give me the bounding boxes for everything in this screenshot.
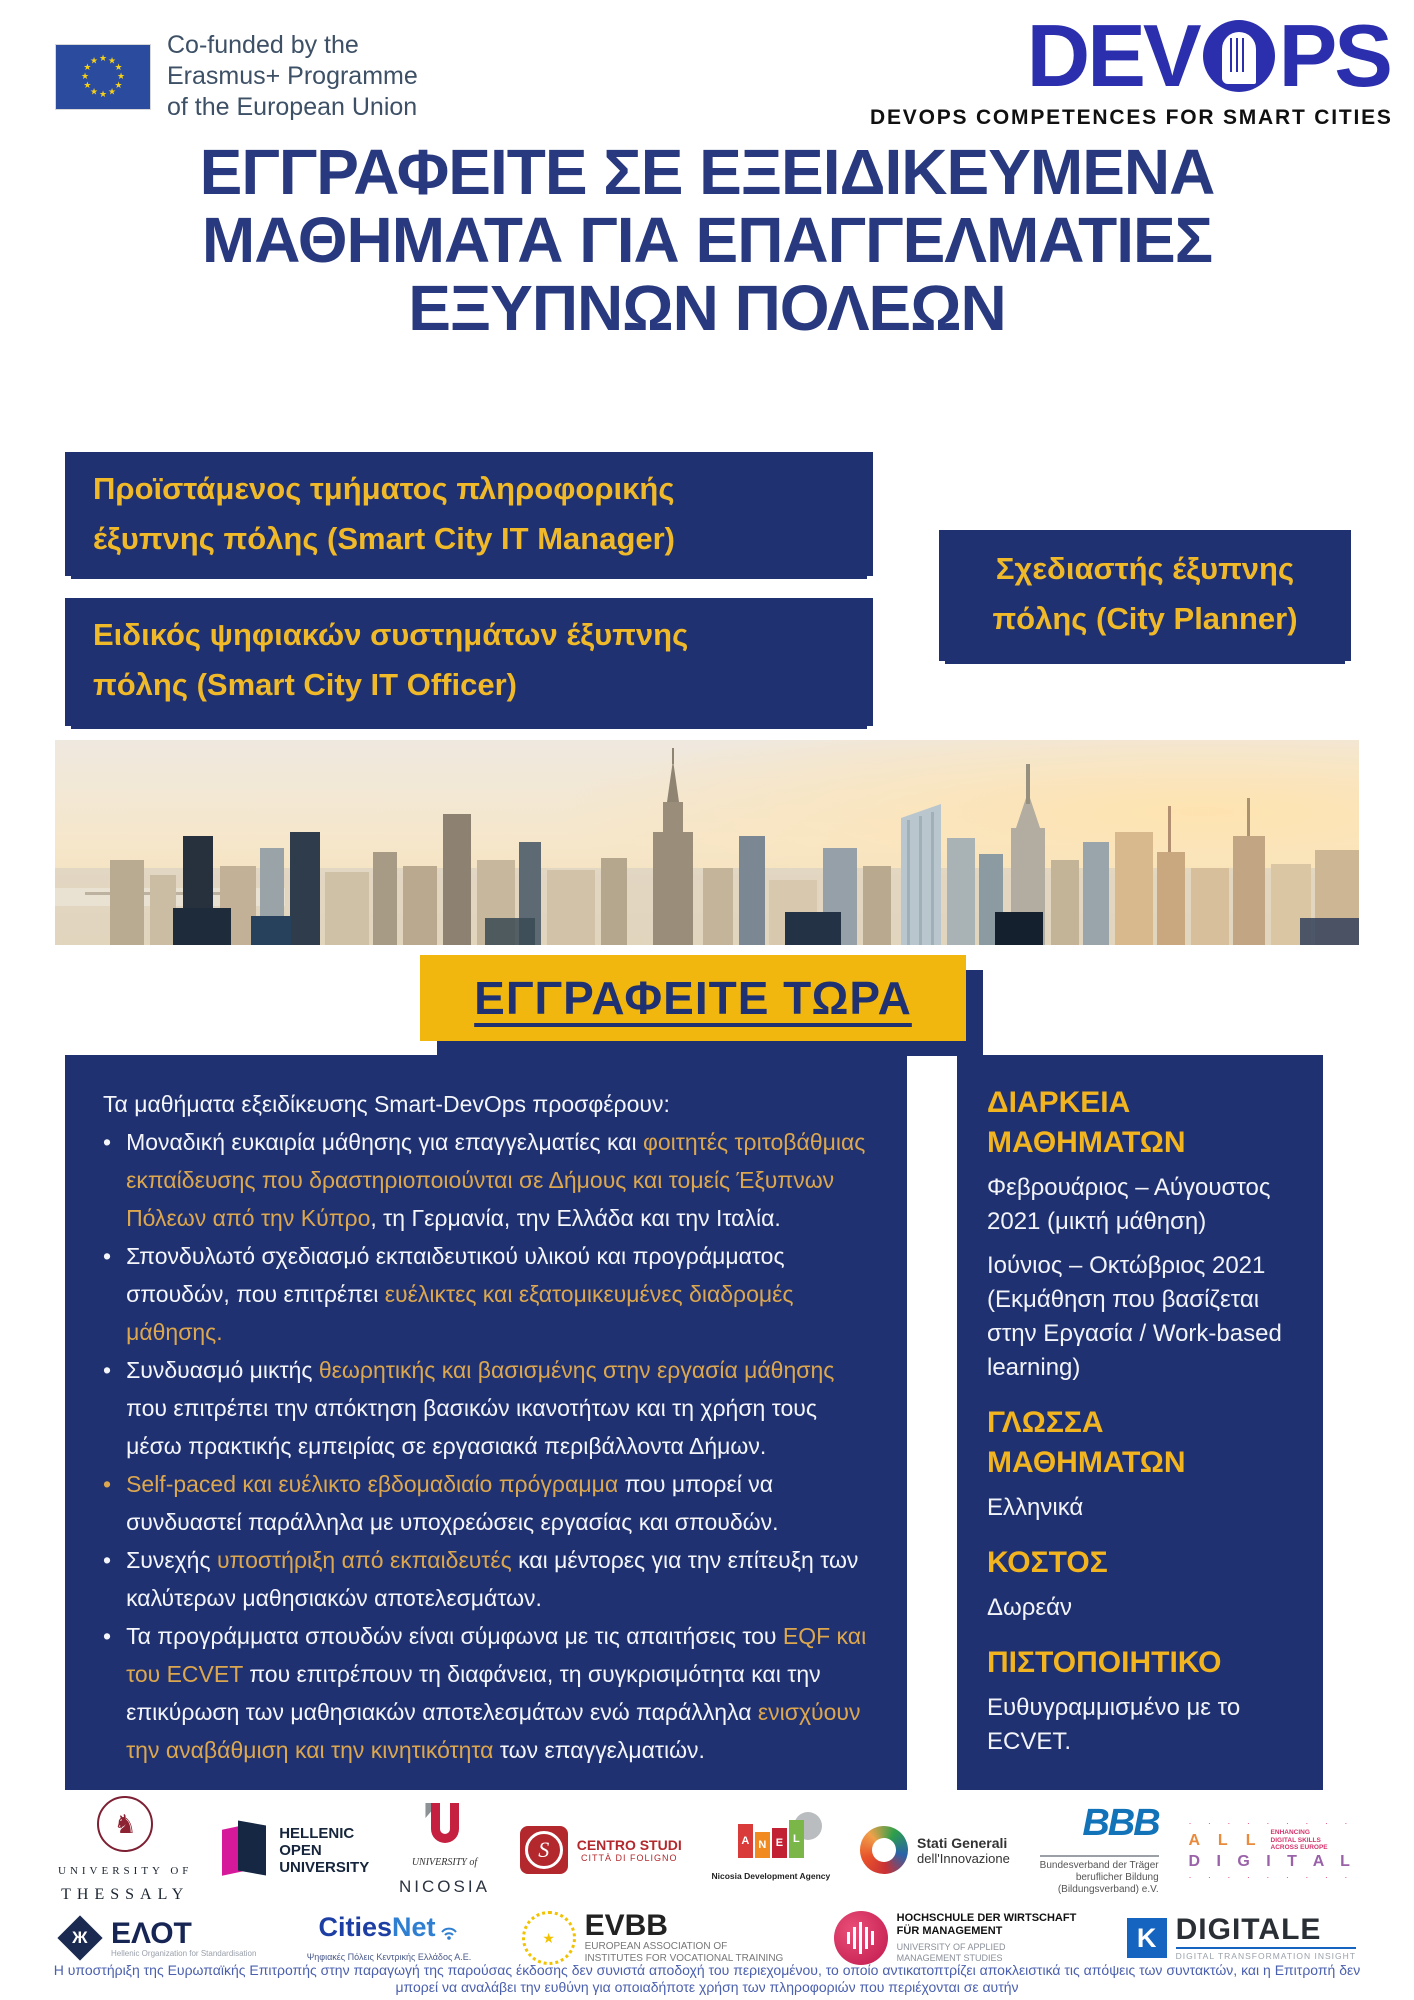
centro-s-icon: S — [520, 1826, 568, 1874]
section-cost — [987, 1543, 1293, 1625]
svg-text:★: ★ — [114, 79, 123, 90]
svg-text:★: ★ — [98, 52, 108, 63]
bullet-marker-icon: • — [103, 1471, 112, 1497]
citiesnet-wifi-icon — [438, 1923, 460, 1941]
svg-text:★: ★ — [98, 88, 108, 99]
eu-cofunded-banner — [55, 30, 418, 123]
offerings-panel — [65, 1055, 907, 1790]
offering-bullet — [103, 1351, 869, 1465]
offering-bullet — [103, 1541, 869, 1617]
register-now-label: ΕΓΓΡΑΦΕΙΤΕ ΤΩΡΑ — [474, 972, 912, 1024]
hou-book-icon — [222, 1821, 270, 1879]
logo-citiesnet: Cities Net Ψηφιακές Πόλεις Κεντρικής Ελλάδος Α.Ε. — [306, 1912, 472, 1962]
section-certificate-heading: ΠΙΣΤΟΠΟΙΗΤΙΚΟ — [987, 1646, 1222, 1679]
logo-university-of-nicosia: UNIVERSITY of NICOSIA — [399, 1803, 490, 1897]
language-value: Ελληνικά — [987, 1494, 1084, 1521]
elot-diamond-icon: Ж — [57, 1915, 102, 1960]
devops-logo-text-end: PS — [1278, 6, 1390, 105]
duration-line: Ιούνιος – Οκτώβριος 2021 (Εκμάθηση που βασίζεται στην Εργασία / Work-based learning) — [987, 1252, 1282, 1381]
alldigital-dots: · · · · · · · · · — [1188, 1871, 1355, 1882]
eu-cofunded-text: Co-funded by the Erasmus+ Programme of the European Union — [167, 31, 418, 121]
logo-hdwm: HOCHSCHULE DER WIRTSCHAFT FÜR MANAGEMENT UNIVERSITY OF APPLIED MANAGEMENT STUDIES — [834, 1911, 1077, 1965]
svg-text:★: ★ — [83, 61, 92, 72]
svg-text:★: ★ — [116, 70, 126, 81]
certificate-value: Ευθυγραμμισμένο με το ECVET. — [987, 1694, 1241, 1755]
logo-centro-studi-foligno: S CENTRO STUDI CITTÀ DI FOLIGNO — [520, 1826, 682, 1874]
logo-hellenic-open-university: HELLENIC OPEN UNIVERSITY — [222, 1821, 369, 1879]
bullet-marker-icon: • — [103, 1243, 112, 1269]
logo-elot: Ж ΕΛΟΤ Hellenic Organization for Standardisation — [58, 1918, 256, 1958]
eu-flag-icon — [55, 44, 151, 110]
bullet-marker-icon: • — [103, 1357, 112, 1383]
city-skyline-image — [55, 740, 1359, 945]
bullet-marker-icon: • — [103, 1623, 112, 1649]
section-language-heading: ΓΛΩΣΣΑ ΜΑΘΗΜΑΤΩΝ — [987, 1406, 1186, 1479]
offering-bullet-text: Self-paced και ευέλικτο εβδομαδιαίο πρόγραμμα που μπορεί να συνδυαστεί παράλληλα με υποχρεώσεις εργασίας και σπουδών. — [126, 1471, 779, 1535]
nicosia-u-icon — [425, 1803, 463, 1845]
logo-university-of-thessaly: ♞ UNIVERSITY OF THESSALY — [58, 1796, 192, 1904]
role-box-smart-city-it-officer: Ειδικός ψηφιακών συστημάτων έξυπνης πόλης (Smart City IT Officer) — [65, 598, 873, 726]
logo-k-digitale: K DIGITALE DIGITAL TRANSFORMATION INSIGHT — [1127, 1915, 1356, 1961]
cost-value: Δωρεάν — [987, 1594, 1072, 1621]
offering-bullet-text: Μοναδική ευκαιρία μάθησης για επαγγελματίες και φοιτητές τριτοβάθμιας εκπαίδευσης που δραστηριοποιούνται σε Δήμους και τομείς Έξυπνων Πόλεων από την Κύπρο, τη Γερμανία, την Ελλάδα και την Ιταλία. — [126, 1129, 866, 1231]
offering-bullet — [103, 1123, 869, 1237]
svg-text:★: ★ — [89, 54, 99, 65]
svg-text:★: ★ — [89, 86, 99, 97]
offering-bullet — [103, 1465, 869, 1541]
role-box-city-planner: Σχεδιαστής έξυπνης πόλης (City Planner) — [939, 530, 1351, 661]
section-cost-heading: ΚΟΣΤΟΣ — [987, 1546, 1108, 1579]
offering-bullet-text: Σπονδυλωτό σχεδιασμό εκπαιδευτικού υλικού και προγράμματος σπουδών, που επιτρέπει ευέλικτες και εξατομικευμένες διαδρομές μάθησης. — [126, 1243, 794, 1345]
logo-bbb: BBB Bundesverband der Träger beruflicher Bildung (Bildungsverband) e.V. — [1039, 1802, 1159, 1895]
course-info-panel — [957, 1055, 1323, 1790]
kdigitale-k-icon: K — [1127, 1918, 1167, 1958]
logo-anel: A N E L Nicosia Development Agency — [712, 1820, 831, 1881]
offerings-intro: Τα μαθήματα εξειδίκευσης Smart-DevOps προσφέρουν: — [103, 1091, 670, 1117]
logo-stati-generali-innovazione: Stati Generali dell'Innovazione — [860, 1826, 1010, 1874]
devops-logo-subtitle: DEVOPS COMPETENCES FOR SMART CITIES — [870, 106, 1393, 129]
svg-text:★: ★ — [107, 54, 117, 65]
devops-head-icon — [1203, 20, 1275, 92]
role-box-smart-city-it-manager: Προϊστάμενος τμήματος πληροφορικής έξυπνης πόλης (Smart City IT Manager) — [65, 452, 873, 576]
register-now-button[interactable] — [420, 955, 966, 1041]
offering-bullet-text: Τα προγράμματα σπουδών είναι σύμφωνα με τις απαιτήσεις του EQF και του ECVET που επιτρέπουν τη διαφάνεια, τη συγκρισιμότητα και την επικύρωση των μαθησιακών αποτελεσμάτων ενώ παράλληλα ενισχύουν την αναβάθμιση και την κινητικότητα των επαγγελματιών. — [126, 1623, 867, 1763]
title-line-3: ΕΞΥΠΝΩΝ ΠΟΛΕΩΝ — [408, 272, 1006, 344]
section-language — [987, 1403, 1293, 1525]
logo-evbb: ★ EVBB EUROPEAN ASSOCIATION OF INSTITUTES FOR VOCATIONAL TRAINING — [522, 1911, 784, 1965]
hdwm-circle-icon — [834, 1911, 888, 1965]
offering-bullet-text: Συνδυασμό μικτής θεωρητικής και βασισμένης στην εργασία μάθησης που επιτρέπει την απόκτηση βασικών ικανοτήτων και τη χρήση τους μέσω πρακτικής εμπειρίας σε εργασιακά περιβάλλοντα Δήμων. — [126, 1357, 835, 1459]
section-duration — [987, 1083, 1293, 1385]
title-line-2: ΜΑΘΗΜΑΤΑ ΓΙΑ ΕΠΑΓΓΕΛΜΑΤΙΕΣ — [201, 204, 1213, 276]
bullet-marker-icon: • — [103, 1129, 112, 1155]
svg-text:★: ★ — [114, 61, 123, 72]
logo-all-digital: · · · · · · · · · A L L ENHANCING DIGITAL SKILLS ACROSS EUROPE D I G I T A L · · · · · · · · · — [1188, 1818, 1356, 1882]
offerings-list — [103, 1123, 869, 1769]
duration-line: Φεβρουάριος – Αύγουστος 2021 (μικτή μάθηση) — [987, 1174, 1271, 1235]
title-line-1: ΕΓΓΡΑΦΕΙΤΕ ΣΕ ΕΞΕΙΔΙΚΕΥΜΕΝΑ — [199, 136, 1215, 208]
offering-bullet — [103, 1617, 869, 1769]
partner-logos-row-1 — [58, 1800, 1356, 1903]
eu-disclaimer-text: Η υποστήριξη της Ευρωπαϊκής Επιτροπής στην παραγωγή της παρούσας έκδοσης δεν συνιστά αποδοχή του περιεχομένου, το οποίο αντικατοπτρίζει αποκλειστικά τις απόψεις των συντακτών, και η Επιτροπή δεν μπορεί να αναλάβει την ευθύνη για οποιαδήποτε χρήση των πληροφοριών που περιέχονται σε αυτήν — [53, 1962, 1361, 1995]
page-title — [0, 138, 1414, 342]
alldigital-dots: · · · · · · · · · — [1188, 1818, 1355, 1829]
anel-blocks-icon: A N E L — [738, 1820, 804, 1858]
sgi-swirl-icon — [852, 1818, 916, 1882]
evbb-stars-icon: ★ — [522, 1911, 576, 1965]
offering-bullet — [103, 1237, 869, 1351]
svg-text:★: ★ — [83, 79, 92, 90]
svg-text:★: ★ — [80, 70, 90, 81]
offering-bullet-text: Συνεχής υποστήριξη από εκπαιδευτές και μέντορες για την επίτευξη των καλύτερων μαθησιακών αποτελεσμάτων. — [126, 1547, 859, 1611]
bullet-marker-icon: • — [103, 1547, 112, 1573]
devops-logo — [870, 6, 1393, 130]
section-duration-heading: ΔΙΑΡΚΕΙΑ ΜΑΘΗΜΑΤΩΝ — [987, 1086, 1186, 1159]
thessaly-seal-icon: ♞ — [97, 1796, 153, 1852]
section-certificate — [987, 1643, 1293, 1759]
svg-text:★: ★ — [107, 86, 117, 97]
devops-logo-text-start: DEV — [1026, 6, 1199, 105]
